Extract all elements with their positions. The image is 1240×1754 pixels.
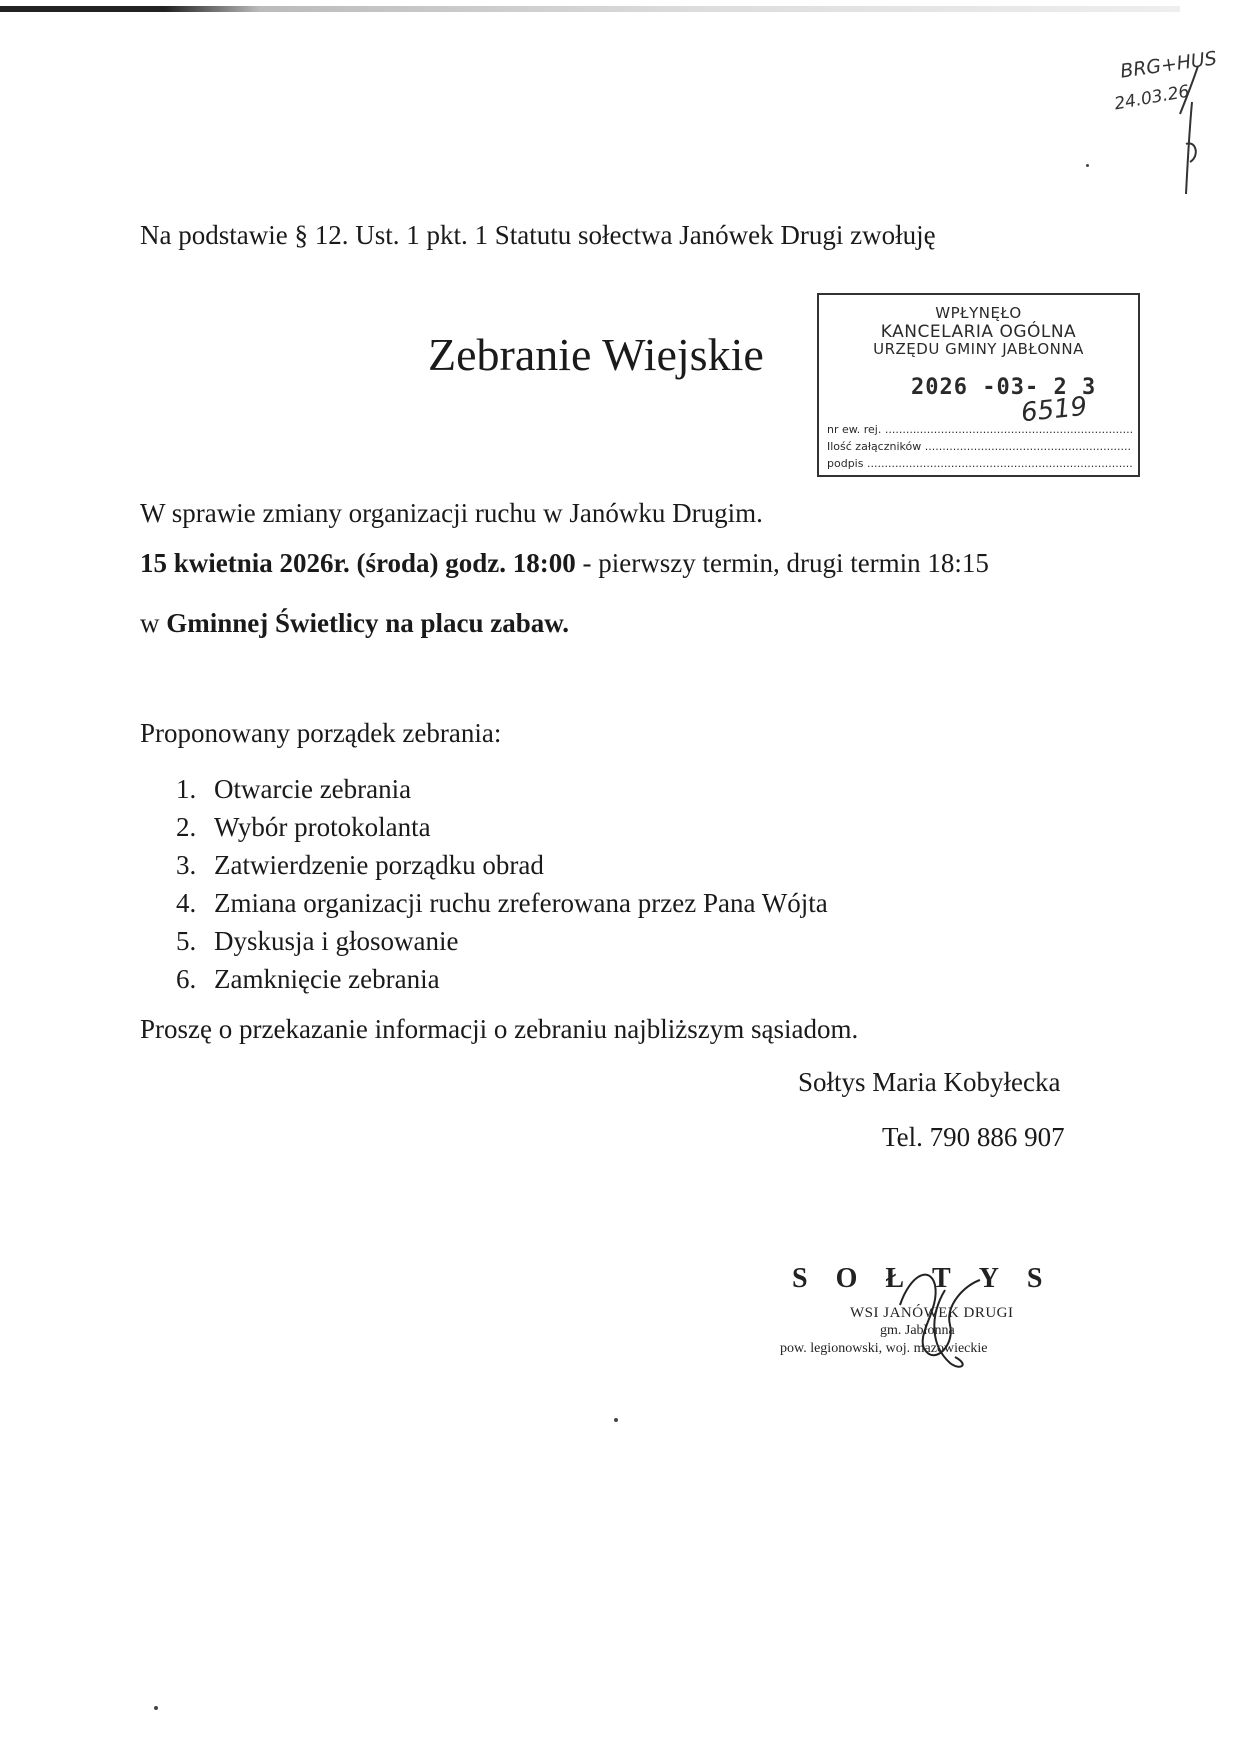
agenda-item-number: 5.	[176, 926, 197, 956]
agenda-heading: Proponowany porządek zebrania:	[140, 718, 502, 748]
date-line-bold: 15 kwietnia 2026r. (środa) godz. 18:00	[140, 548, 576, 578]
stamp-field-attachments: Ilość załączników .....	[827, 440, 1132, 453]
request-text: Proszę o przekazanie informacji o zebraniu najbliższym sąsiadom.	[140, 1014, 859, 1044]
stamp-handwritten-number: 6519	[1019, 391, 1089, 429]
handwritten-initials: BRG+HUS	[1118, 47, 1219, 83]
seal-title: SOŁTYS	[792, 1263, 1071, 1294]
agenda-item-text: Zatwierdzenie porządku obrad	[214, 850, 544, 880]
agenda-item	[176, 884, 828, 922]
handwritten-date: 24.03.26	[1112, 81, 1191, 115]
agenda-item	[176, 846, 828, 884]
soltys-seal	[780, 1255, 1080, 1365]
agenda-item-text: Wybór protokolanta	[214, 812, 431, 842]
scan-speck	[154, 1706, 158, 1710]
agenda-item-number: 4.	[176, 888, 197, 918]
scan-edge-bar	[0, 6, 1180, 12]
agenda-item	[176, 770, 828, 808]
agenda-item-number: 1.	[176, 774, 197, 804]
agenda-item	[176, 922, 828, 960]
handwritten-annotation	[1100, 44, 1220, 204]
agenda-item	[176, 808, 828, 846]
received-stamp	[817, 293, 1140, 477]
stamp-field-signature: podpis .....	[827, 457, 1132, 470]
stamp-date: 2026 -03- 2 3	[911, 375, 1097, 400]
seal-line3: gm. Jabłonna	[880, 1323, 955, 1338]
place-line	[140, 608, 569, 639]
date-line	[140, 548, 989, 579]
agenda-item-text: Dyskusja i głosowanie	[214, 926, 459, 956]
handwritten-signature-mark	[1100, 44, 1220, 204]
stamp-field-register: nr ew. rej. .....	[827, 423, 1132, 436]
agenda-item-text: Zamknięcie zebrania	[214, 964, 440, 994]
place-prefix: w	[140, 608, 167, 638]
stamp-line2: KANCELARIA OGÓLNA	[880, 322, 1077, 342]
agenda-item-text: Otwarcie zebrania	[214, 774, 412, 804]
seal-line4: pow. legionowski, woj. mazowieckie	[780, 1341, 988, 1356]
scan-speck	[614, 1418, 618, 1422]
place-name: Gminnej Świetlicy na placu zabaw.	[166, 608, 570, 638]
agenda-item	[176, 960, 828, 998]
document-title: Zebranie Wiejskie	[428, 329, 764, 380]
seal-line2: WSI JANÓWEK DRUGI	[850, 1305, 1014, 1321]
agenda-item-number: 2.	[176, 812, 197, 842]
stamp-line3: URZĘDU GMINY JABŁONNA	[873, 340, 1084, 358]
intro-text: Na podstawie § 12. Ust. 1 pkt. 1 Statutu sołectwa Janówek Drugi zwołuję	[140, 220, 936, 250]
agenda-list	[176, 770, 828, 998]
handwritten-signature	[780, 1255, 1080, 1375]
agenda-item-text: Zmiana organizacji ruchu zreferowana przez Pana Wójta	[214, 888, 828, 918]
scan-speck	[1086, 164, 1089, 167]
stamp-line1: WPŁYNĘŁO	[935, 304, 1022, 322]
agenda-item-number: 6.	[176, 964, 197, 994]
agenda-item-number: 3.	[176, 850, 197, 880]
subject-line: W sprawie zmiany organizacji ruchu w Janówku Drugim.	[140, 498, 763, 528]
signatory-name: Sołtys Maria Kobyłecka	[798, 1067, 1061, 1097]
date-line-rest: - pierwszy termin, drugi termin 18:15	[575, 548, 989, 578]
signatory-phone: Tel. 790 886 907	[882, 1122, 1065, 1152]
